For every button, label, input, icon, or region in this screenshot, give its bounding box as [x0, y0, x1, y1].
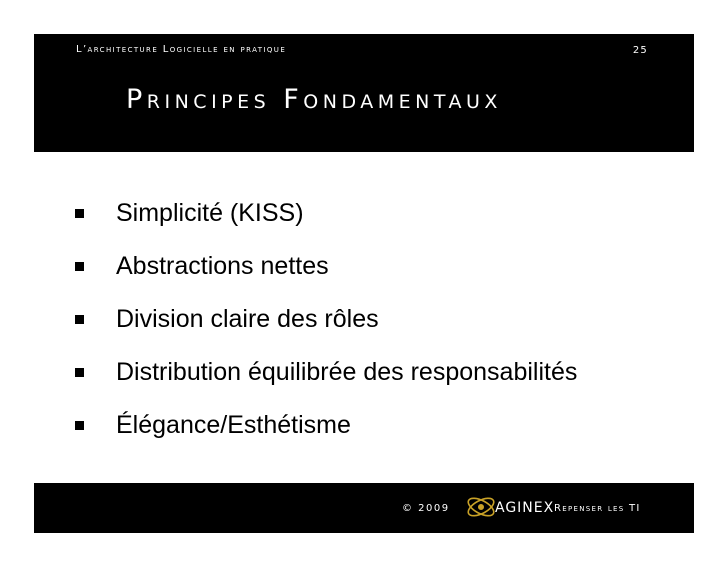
bullet-item	[0, 250, 728, 303]
bullet-item	[0, 409, 728, 462]
slide-title: Principes Fondamentaux	[126, 84, 502, 115]
course-title: L’architecture Logicielle en pratique	[76, 44, 287, 55]
aginex-logo-icon	[464, 493, 498, 521]
bullet-text: Division claire des rôles	[116, 305, 379, 333]
footer-band	[34, 483, 694, 533]
bullet-item	[0, 356, 728, 409]
bullet-item	[0, 197, 728, 250]
page-number: 25	[632, 45, 648, 56]
square-bullet-icon	[75, 368, 84, 377]
square-bullet-icon	[75, 262, 84, 271]
bullet-text: Élégance/Esthétisme	[116, 411, 351, 439]
square-bullet-icon	[75, 209, 84, 218]
copyright-text: © 2009	[402, 503, 450, 514]
bullet-text: Distribution équilibrée des responsabilités	[116, 358, 578, 386]
square-bullet-icon	[75, 421, 84, 430]
brand-name: AGINEX	[495, 500, 555, 516]
header-band	[34, 34, 694, 152]
tagline: Repenser les TI	[554, 503, 641, 514]
square-bullet-icon	[75, 315, 84, 324]
bullet-text: Abstractions nettes	[116, 252, 329, 280]
bullet-item	[0, 303, 728, 356]
bullet-text: Simplicité (KISS)	[116, 199, 304, 227]
bullet-list	[0, 197, 728, 462]
